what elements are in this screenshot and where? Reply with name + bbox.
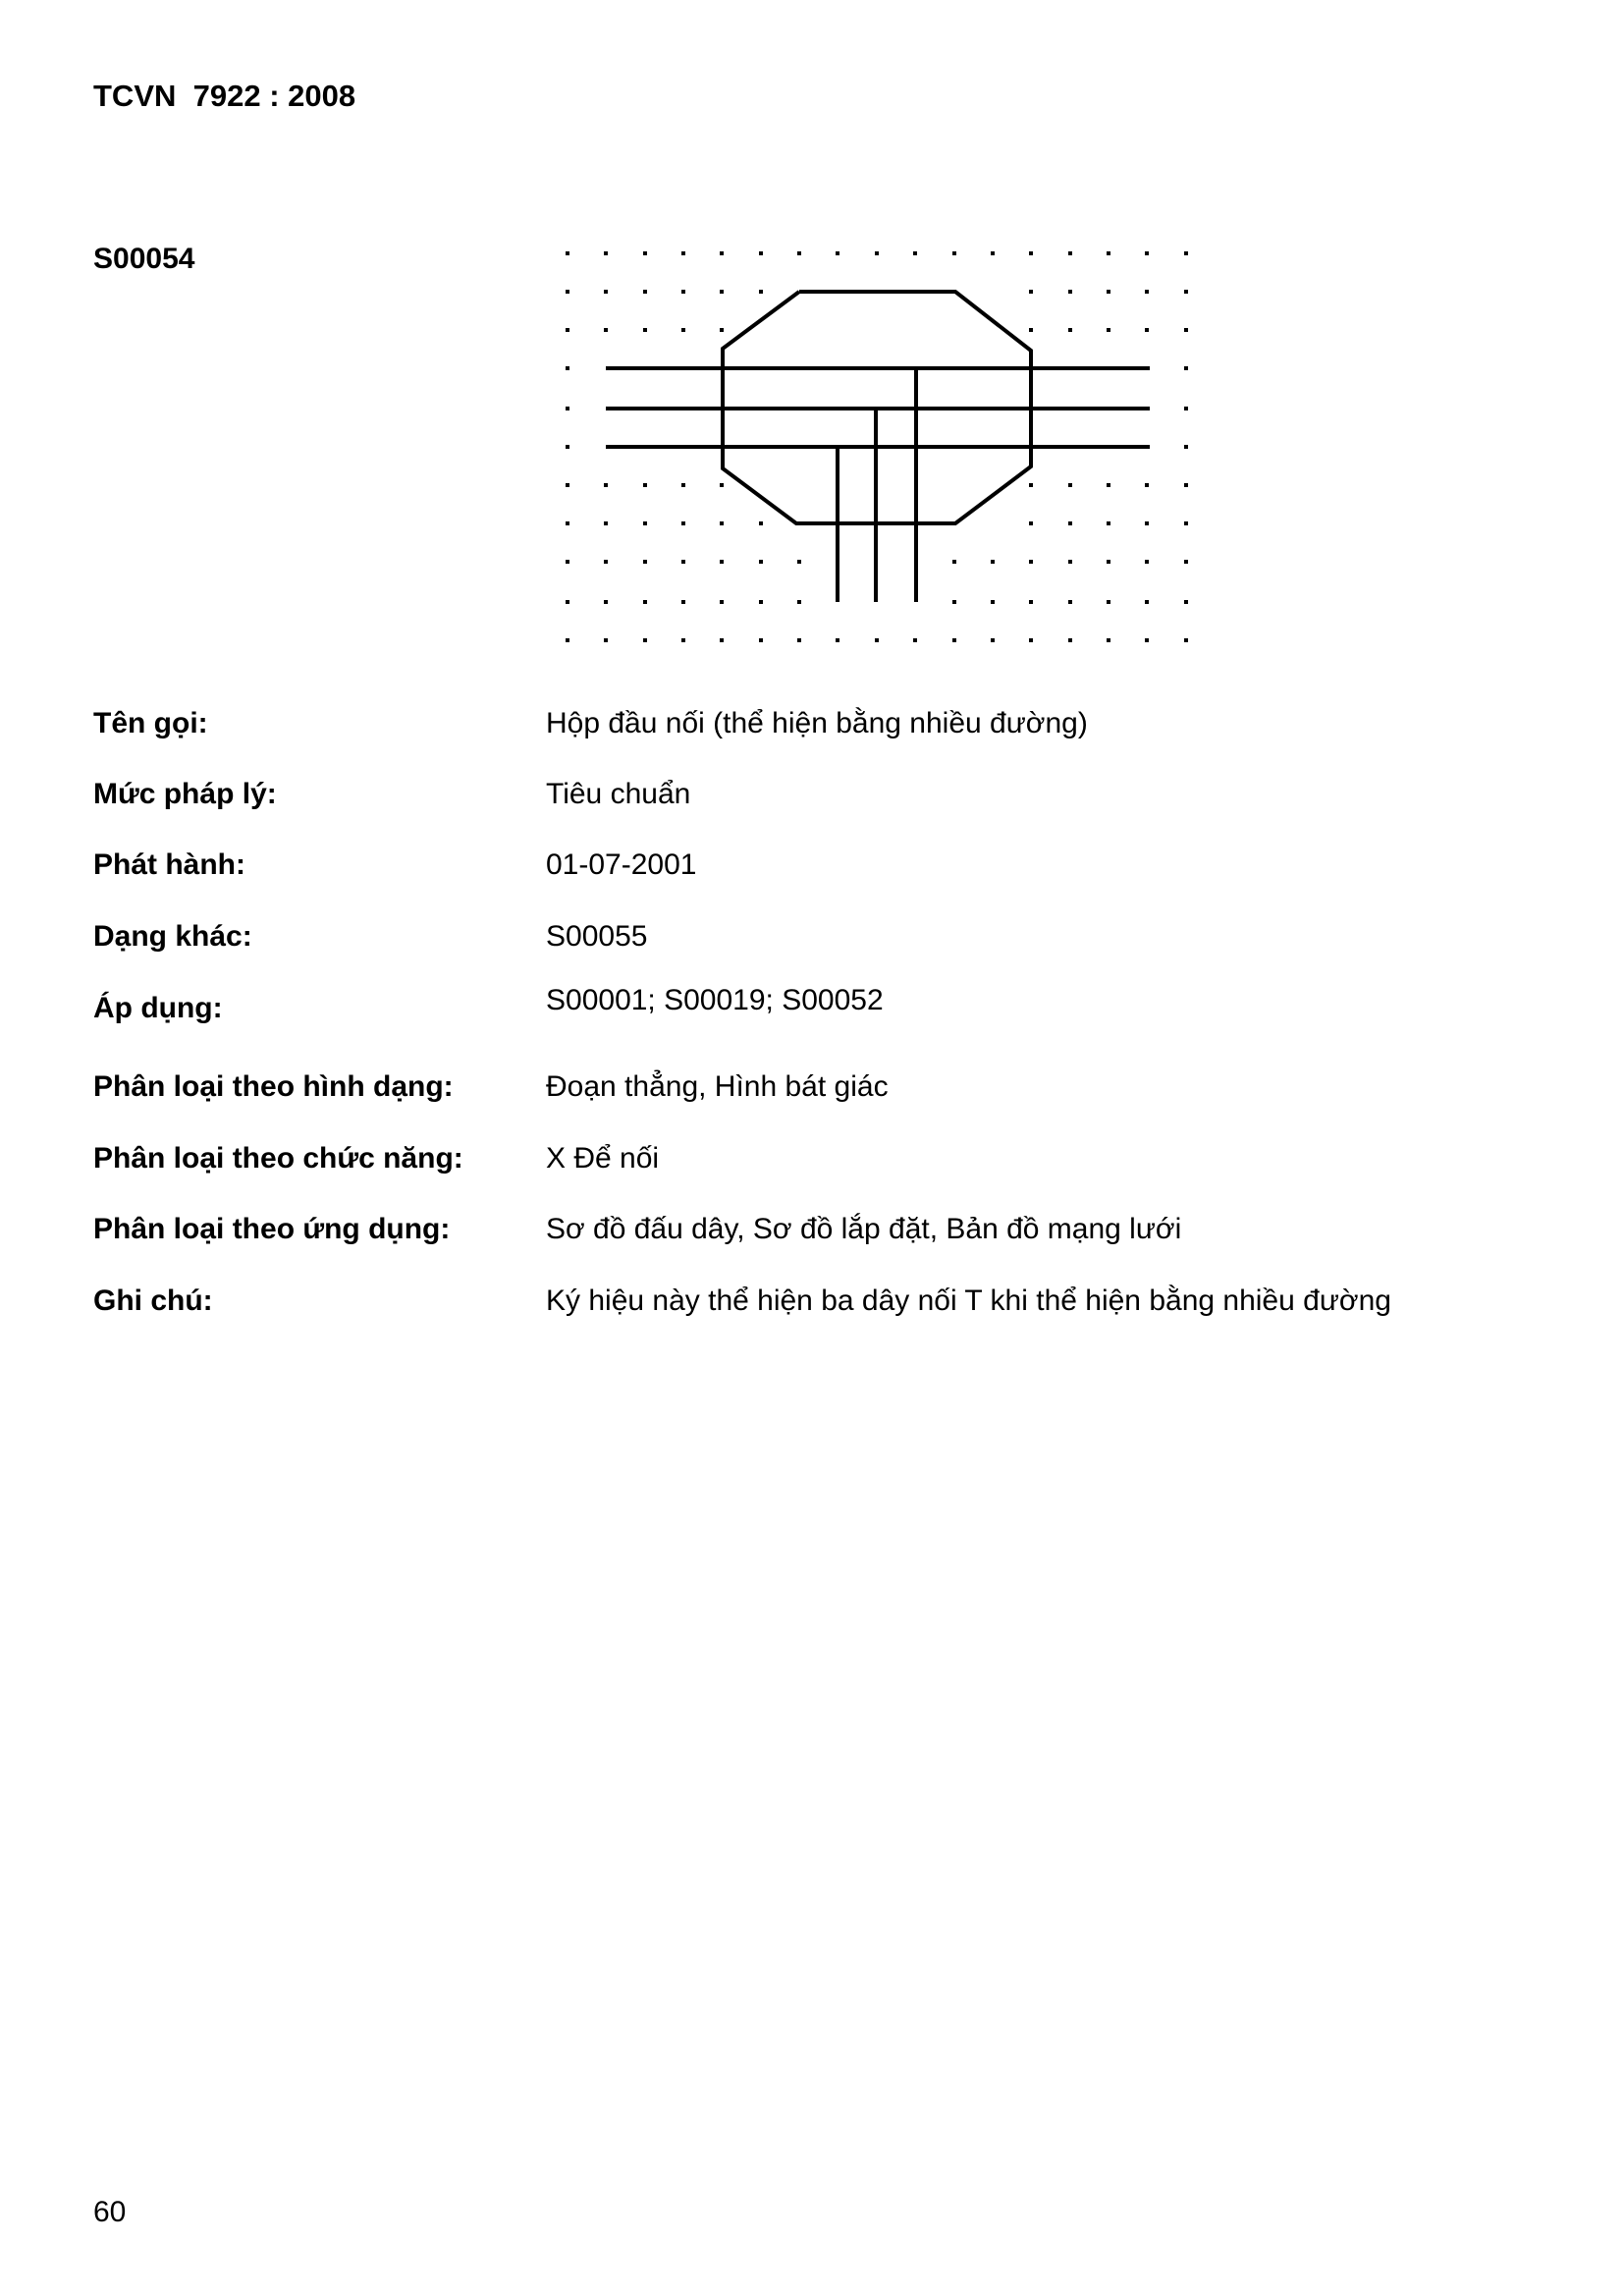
grid-dot <box>1029 521 1033 525</box>
field-label: Phát hành: <box>93 848 245 881</box>
grid-dot <box>604 251 608 255</box>
grid-dot <box>1107 600 1110 604</box>
grid-dot <box>952 560 956 564</box>
grid-dot <box>566 560 569 564</box>
grid-dot <box>604 483 608 487</box>
grid-dot <box>681 290 685 294</box>
grid-dot <box>1184 638 1188 642</box>
grid-dot <box>720 638 724 642</box>
grid-dot <box>952 600 956 604</box>
grid-dot <box>797 600 801 604</box>
grid-dot <box>643 638 647 642</box>
grid-dot <box>681 521 685 525</box>
field-value: S00001; S00019; S00052 <box>546 984 884 1016</box>
grid-dot <box>759 521 763 525</box>
field-label: Áp dụng: <box>93 992 223 1024</box>
field-value: X Để nối <box>546 1142 660 1175</box>
grid-dot <box>836 251 839 255</box>
grid-dot <box>681 600 685 604</box>
grid-dot <box>913 638 917 642</box>
grid-dot <box>566 290 569 294</box>
field-label: Phân loại theo chức năng: <box>93 1142 463 1175</box>
grid-dot <box>1184 600 1188 604</box>
grid-dot <box>720 251 724 255</box>
grid-dot <box>643 483 647 487</box>
grid-dot <box>681 560 685 564</box>
grid-dot <box>720 328 724 332</box>
field-label: Tên gọi: <box>93 707 208 739</box>
grid-dot <box>643 560 647 564</box>
grid-dot <box>1184 251 1188 255</box>
grid-dot <box>952 251 956 255</box>
grid-dot <box>1068 560 1072 564</box>
grid-dot <box>643 251 647 255</box>
grid-dot <box>1107 521 1110 525</box>
grid-dot <box>991 600 995 604</box>
grid-dot <box>1029 638 1033 642</box>
grid-dot <box>1029 328 1033 332</box>
grid-dot <box>1145 290 1149 294</box>
grid-dot <box>991 251 995 255</box>
field-label: Phân loại theo ứng dụng: <box>93 1213 451 1245</box>
grid-dot <box>1145 521 1149 525</box>
grid-dot <box>643 521 647 525</box>
grid-dot <box>604 560 608 564</box>
grid-dot <box>1029 290 1033 294</box>
field-value: Hộp đầu nối (thể hiện bằng nhiều đường) <box>546 707 1088 739</box>
symbol-code: S00054 <box>93 243 195 275</box>
grid-dot <box>759 251 763 255</box>
grid-dot <box>991 560 995 564</box>
page-number: 60 <box>93 2196 127 2228</box>
grid-dot <box>1184 445 1188 449</box>
grid-dot <box>952 638 956 642</box>
grid-dot <box>875 251 879 255</box>
field-value: Đoạn thẳng, Hình bát giác <box>546 1070 889 1103</box>
grid-dot <box>566 638 569 642</box>
field-value: Tiêu chuẩn <box>546 778 691 810</box>
junction-box-symbol <box>606 292 1150 602</box>
grid-dot <box>604 290 608 294</box>
grid-dot <box>1029 600 1033 604</box>
grid-dot <box>643 600 647 604</box>
grid-dot <box>797 560 801 564</box>
field-value: S00055 <box>546 920 648 953</box>
grid-dot <box>681 251 685 255</box>
grid-dot <box>566 328 569 332</box>
grid-dot <box>1107 638 1110 642</box>
grid-dot <box>875 638 879 642</box>
grid-dot <box>1068 638 1072 642</box>
grid-dot <box>1184 290 1188 294</box>
grid-dot <box>1068 521 1072 525</box>
grid-dot <box>643 328 647 332</box>
grid-dot <box>836 638 839 642</box>
grid-dot <box>1029 560 1033 564</box>
field-value: Ký hiệu này thể hiện ba dây nối T khi thể hiện bằng nhiều đường <box>546 1285 1391 1317</box>
grid-dot <box>1068 483 1072 487</box>
grid-dot <box>1068 328 1072 332</box>
grid-dot <box>604 328 608 332</box>
grid-dot <box>604 521 608 525</box>
grid-dot <box>759 638 763 642</box>
grid-dot <box>566 445 569 449</box>
grid-dot <box>681 328 685 332</box>
grid-dot <box>1184 483 1188 487</box>
field-label: Ghi chú: <box>93 1285 213 1317</box>
grid-dot <box>604 600 608 604</box>
grid-dot <box>604 638 608 642</box>
symbol-diagram <box>0 0 1624 687</box>
grid-dot <box>1107 290 1110 294</box>
grid-dot <box>1107 251 1110 255</box>
grid-dot <box>1184 366 1188 370</box>
grid-dot <box>1145 638 1149 642</box>
grid-dot <box>1029 483 1033 487</box>
grid-dot <box>1184 521 1188 525</box>
grid-dot <box>566 407 569 410</box>
grid-dot <box>913 251 917 255</box>
grid-dot <box>991 638 995 642</box>
grid-dot <box>1184 560 1188 564</box>
grid-dot <box>566 600 569 604</box>
grid-dot <box>1145 328 1149 332</box>
grid-dot <box>1145 600 1149 604</box>
grid-dot <box>566 521 569 525</box>
grid-dot <box>720 521 724 525</box>
grid-dot <box>720 560 724 564</box>
field-value: Sơ đồ đấu dây, Sơ đồ lắp đặt, Bản đồ mạng lưới <box>546 1213 1182 1245</box>
grid-dot <box>643 290 647 294</box>
grid-dot <box>566 483 569 487</box>
grid-dot <box>720 290 724 294</box>
grid-dot <box>720 600 724 604</box>
standard-header: TCVN 7922 : 2008 <box>93 79 356 113</box>
grid-dot <box>759 290 763 294</box>
grid-dot <box>1184 328 1188 332</box>
field-label: Mức pháp lý: <box>93 778 277 810</box>
grid-dot <box>797 638 801 642</box>
grid-dot <box>1107 483 1110 487</box>
grid-dot <box>681 483 685 487</box>
grid-dot <box>681 638 685 642</box>
field-label: Phân loại theo hình dạng: <box>93 1070 454 1103</box>
grid-dot <box>566 251 569 255</box>
grid-dot <box>1184 407 1188 410</box>
grid-dot <box>1068 251 1072 255</box>
grid-dot <box>1107 328 1110 332</box>
grid-dot <box>1145 251 1149 255</box>
grid-dot <box>566 366 569 370</box>
grid-dot <box>1068 600 1072 604</box>
grid-dot <box>1068 290 1072 294</box>
grid-dot <box>1029 251 1033 255</box>
grid-dot <box>1107 560 1110 564</box>
grid-dot <box>759 560 763 564</box>
grid-dot <box>1145 560 1149 564</box>
grid-dot <box>720 483 724 487</box>
field-label: Dạng khác: <box>93 920 252 953</box>
grid-dot <box>759 600 763 604</box>
grid-dot <box>1145 483 1149 487</box>
field-value: 01-07-2001 <box>546 848 697 881</box>
grid-dot <box>797 251 801 255</box>
